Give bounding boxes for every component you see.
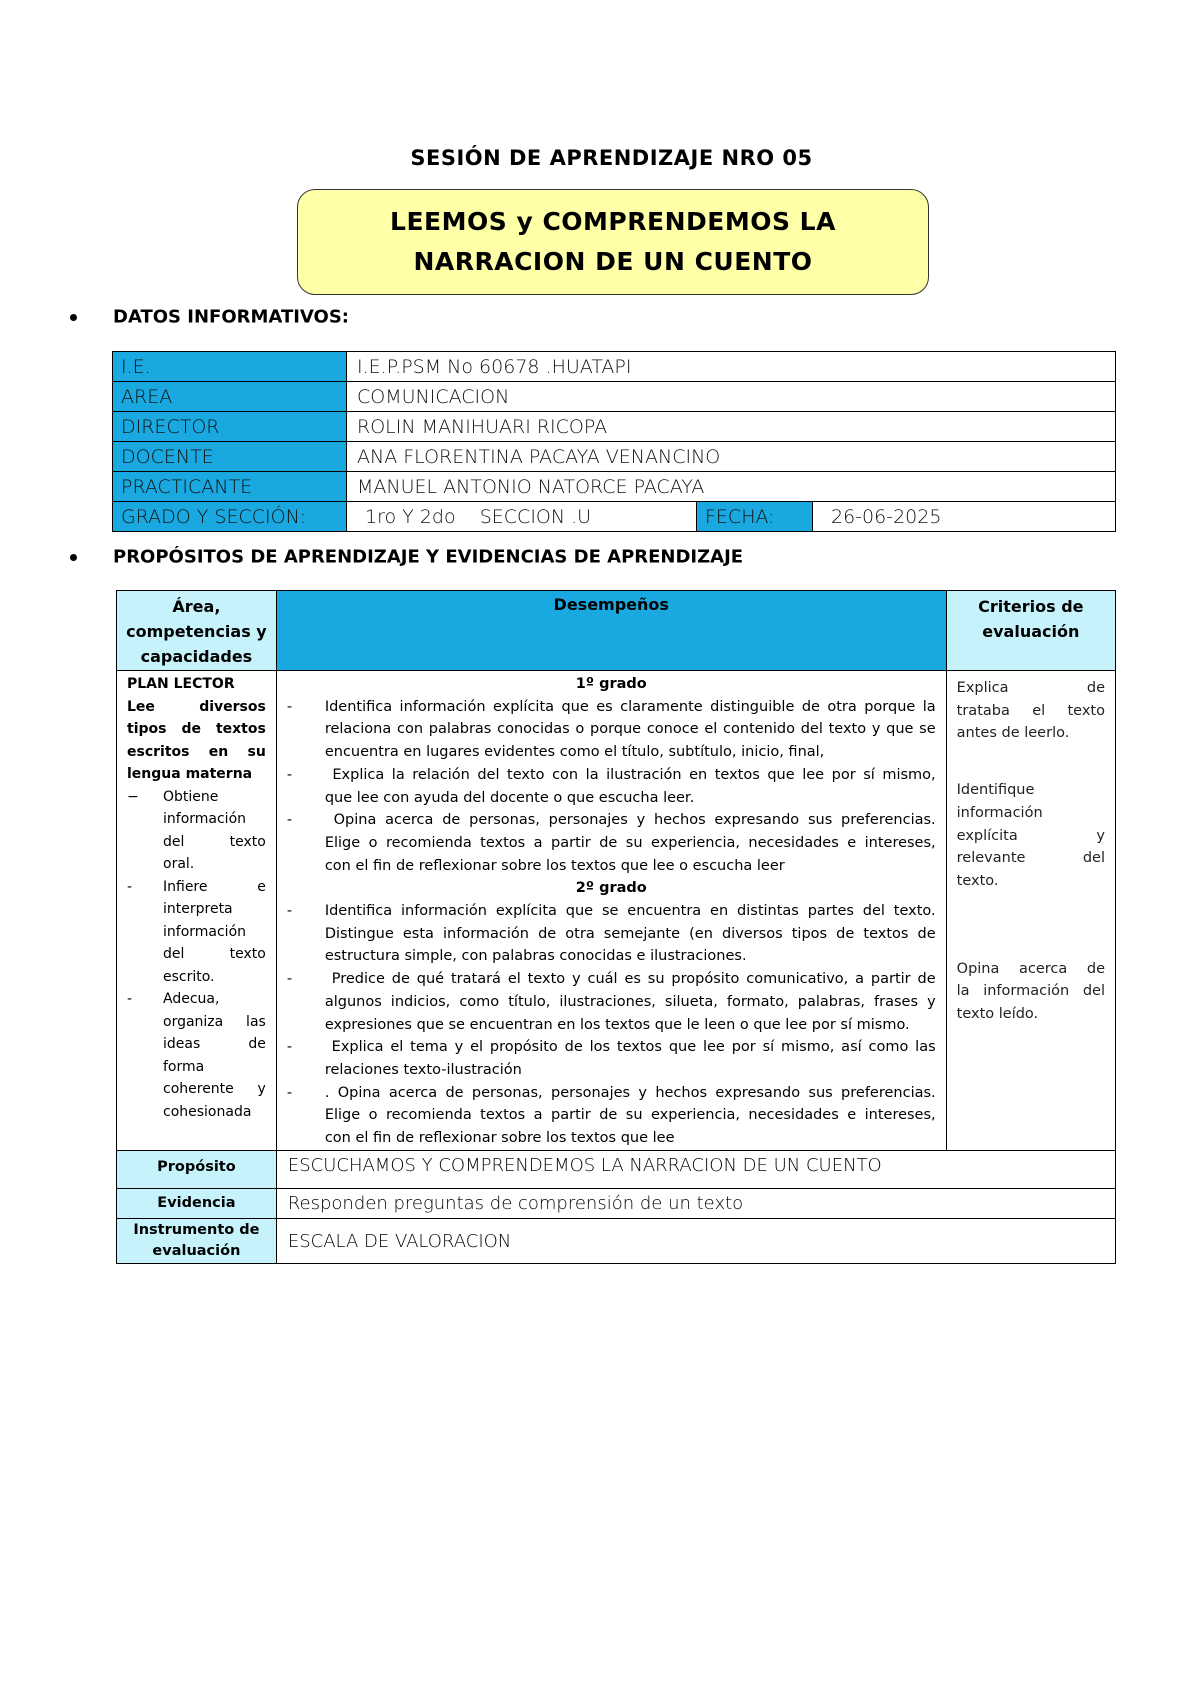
criterio-line: texto leído. (956, 1006, 1039, 1023)
header-area (117, 591, 277, 671)
desempeno-item (287, 764, 936, 809)
proposito-value: ESCUCHAMOS Y COMPRENDEMOS LA NARRACION DE UN CUENTO (276, 1151, 1115, 1189)
desempeno-line: Distingue esta información de otra semejante (en diversos tipos de textos de (324, 925, 936, 942)
desempeno-marker: - (286, 903, 293, 920)
desempeno-item (287, 968, 936, 1036)
capacidad-marker: - (127, 991, 133, 1007)
capacidad-line: oral. (163, 856, 195, 872)
desempeno-marker: - (286, 1039, 293, 1056)
criterio-line: trataba el texto (956, 702, 1105, 719)
area-competencias-cell (117, 671, 277, 1151)
datos-heading: DATOS INFORMATIVOS: (70, 306, 349, 328)
grado-1-list (287, 696, 936, 878)
info-label: DOCENTE (113, 442, 347, 472)
desempeno-line: expresiones que se encuentran en los textos que le leen o que lee por sí mismo. (324, 1016, 910, 1033)
propositos-table (116, 590, 1116, 1264)
desempeno-marker: - (286, 812, 293, 829)
desempeno-line: Predice de qué tratará el texto y cuál es su propósito comunicativo, a partir de (324, 971, 936, 988)
capacidad-line: Obtiene (163, 788, 219, 805)
datos-informativos-table (112, 351, 1116, 532)
fecha-value: 26-06-2025 (813, 502, 1116, 532)
info-label: PRACTICANTE (113, 472, 347, 502)
header-area-line: capacidades (140, 647, 253, 666)
info-label: AREA (113, 382, 347, 412)
desempeno-line: con el fin de reflexionar sobre los textos que lee o escucha leer (324, 857, 785, 874)
capacidad-text (163, 988, 266, 1123)
criterio-line: texto. (956, 872, 999, 889)
capacidad-item (127, 988, 266, 1123)
competencia-line: Lee diversos (127, 698, 266, 715)
competencia-line: tipos de textos (127, 721, 266, 737)
info-value: ROLIN MANIHUARI RICOPA (347, 412, 1116, 442)
bullet-icon (70, 554, 77, 561)
desempeno-line: Explica la relación del texto con la ilustración en textos que lee por sí mismo, (324, 766, 936, 783)
criterio-item (957, 958, 1105, 1026)
header-criterios-line: evaluación (982, 622, 1080, 641)
grado-2-list (287, 900, 936, 1150)
desempeno-line: estructura simple, con palabras conocidas e ilustraciones. (324, 948, 747, 965)
criterio-line: Opina acerca de (956, 960, 1105, 977)
desempeno-line: Elige o recomienda textos a partir de su experiencia, necesidades e intereses, (324, 834, 936, 851)
instrumento-label-line: Instrumento de (133, 1222, 260, 1238)
capacidad-item (127, 786, 266, 876)
info-row (113, 352, 1116, 382)
evidencia-label: Evidencia (117, 1189, 277, 1219)
desempeno-text (325, 1036, 936, 1081)
capacidad-text (163, 876, 266, 989)
capacidad-line: organiza las (163, 1013, 266, 1030)
capacidad-line: Adecua, (163, 991, 220, 1007)
propositos-heading: PROPÓSITOS DE APRENDIZAJE Y EVIDENCIAS DE APRENDIZAJE (70, 546, 743, 568)
desempenos-cell (276, 671, 946, 1151)
info-value: I.E.P.PSM No 60678 .HUATAPI (347, 352, 1116, 382)
instrumento-label-line: evaluación (152, 1243, 241, 1259)
criterio-line: antes de leerlo. (956, 725, 1070, 742)
desempeno-line: Opina acerca de personas, personajes y hechos expresando sus preferencias. (324, 812, 936, 829)
capacidad-line: coherente y (163, 1081, 266, 1097)
info-row (113, 412, 1116, 442)
info-label: DIRECTOR (113, 412, 347, 442)
capacidad-marker: − (127, 788, 139, 805)
desempeno-marker: - (286, 971, 293, 988)
criterio-line: información (956, 804, 1043, 821)
capacidad-line: escrito. (163, 968, 215, 985)
header-criterios-line: Criterios de (978, 597, 1084, 616)
criterio-item (957, 779, 1105, 893)
competencia-line: escritos en su (127, 743, 266, 760)
grado-value: 1ro Y 2do SECCION .U (347, 502, 697, 532)
capacidad-line: del texto (163, 946, 266, 962)
desempeno-line: relaciona con palabras conocidas o porque conoce el contenido del texto y que se (324, 721, 936, 738)
criterios-cell (946, 671, 1115, 1151)
capacidad-line: del texto (163, 833, 266, 850)
desempeno-item (287, 696, 936, 764)
info-row (113, 442, 1116, 472)
desempeno-line: que lee con ayuda del docente o que escucha leer. (324, 789, 695, 806)
desempeno-text (325, 1082, 936, 1150)
capacidad-text (163, 786, 266, 876)
instrumento-value: ESCALA DE VALORACION (276, 1219, 1115, 1264)
info-value: COMUNICACION (347, 382, 1116, 412)
info-row (113, 472, 1116, 502)
capacidad-line: Infiere e (163, 878, 266, 895)
desempeno-line: algunos indicios, como título, ilustraciones, silueta, formato, palabras, frases y (324, 993, 936, 1010)
desempeno-text (325, 809, 936, 877)
capacidad-line: interpreta (163, 901, 233, 917)
info-value: MANUEL ANTONIO NATORCE PACAYA (347, 472, 1116, 502)
desempeno-text (325, 696, 936, 764)
desempeno-item (287, 1036, 936, 1081)
desempeno-text (325, 764, 936, 809)
desempeno-line: relaciones texto-ilustración (324, 1061, 522, 1078)
capacidad-line: ideas de (163, 1036, 266, 1052)
proposito-label: Propósito (117, 1151, 277, 1189)
capacidad-line: cohesionada (163, 1103, 252, 1120)
desempeno-item (287, 1082, 936, 1150)
competencia (127, 696, 266, 786)
desempeno-item (287, 809, 936, 877)
capacidad-line: forma (163, 1058, 205, 1075)
desempeno-marker: - (286, 1084, 293, 1101)
session-topic-box (297, 189, 929, 295)
grado-1-title: 1º grado (575, 676, 647, 692)
plan-lector-label: PLAN LECTOR (127, 676, 235, 692)
grado-2-title: 2º grado (575, 880, 647, 897)
criterio-line: la información del (956, 983, 1105, 1000)
desempeno-line: . Opina acerca de personas, personajes y hechos expresando sus preferencias. (324, 1084, 936, 1101)
desempeno-line: Elige o recomienda textos a partir de su experiencia, necesidades e intereses, (324, 1107, 936, 1124)
desempeno-line: Explica el tema y el propósito de los textos que lee por sí mismo, así como las (324, 1039, 936, 1056)
desempeno-text (325, 968, 936, 1036)
header-desempenos: Desempeños (276, 591, 946, 671)
topic-line-1: LEEMOS y COMPRENDEMOS LA (390, 207, 836, 236)
evidencia-value: Responden preguntas de comprensión de un texto (276, 1189, 1115, 1219)
header-area-line: competencias y (126, 622, 267, 641)
fecha-label: FECHA: (697, 502, 813, 532)
competencia-line: lengua materna (127, 766, 253, 782)
topic-line-2: NARRACION DE UN CUENTO (413, 247, 813, 276)
desempeno-line: encuentra en lugares evidentes como el título, subtítulo, inicio, final, (324, 744, 825, 761)
criterio-line: Explica de (956, 680, 1105, 696)
capacidad-marker: - (127, 878, 133, 895)
desempeno-marker: - (286, 698, 293, 715)
desempeno-line: Identifica información explícita que se encuentra en distintas partes del texto. (324, 903, 936, 920)
info-label: I.E. (113, 352, 347, 382)
capacidad-line: información (163, 923, 247, 940)
capacidad-line: información (163, 811, 247, 827)
criterio-item (957, 677, 1105, 745)
header-criterios (946, 591, 1115, 671)
desempeno-line: Identifica información explícita que es claramente distinguible de otra porque la (324, 698, 936, 715)
desempeno-marker: - (286, 766, 293, 783)
desempeno-text (325, 900, 936, 968)
capacidad-item (127, 876, 266, 989)
criterio-line: Identifique (956, 782, 1035, 799)
criterio-line: explícita y (956, 827, 1105, 844)
info-row (113, 382, 1116, 412)
session-title: SESIÓN DE APRENDIZAJE NRO 05 (410, 146, 813, 170)
capacidades-list (127, 786, 266, 1124)
desempeno-line: con el fin de reflexionar sobre los textos que lee (324, 1130, 675, 1147)
bullet-icon (70, 314, 77, 321)
desempeno-item (287, 900, 936, 968)
grado-label: GRADO Y SECCIÓN: (113, 502, 347, 532)
info-row-grado (113, 502, 1116, 532)
header-area-line: Área, (172, 597, 221, 616)
instrumento-label (117, 1219, 277, 1264)
criterio-line: relevante del (956, 850, 1105, 867)
info-value: ANA FLORENTINA PACAYA VENANCINO (347, 442, 1116, 472)
